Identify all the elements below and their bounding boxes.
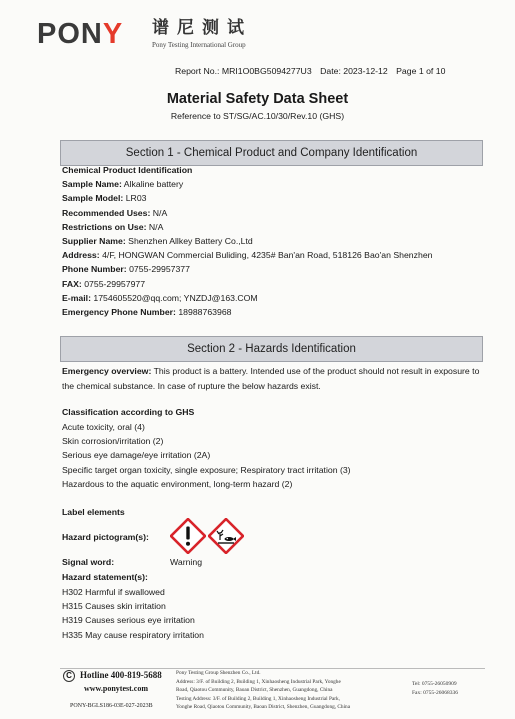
hazard-statements-label: Hazard statement(s): xyxy=(62,572,148,582)
hazard-statement-item: H335 May cause respiratory irritation xyxy=(62,629,204,640)
classification-title: Classification according to GHS xyxy=(62,407,195,417)
footer-fax: Fax: 0755-26068336 xyxy=(412,689,458,696)
emergency-overview xyxy=(62,364,480,393)
info-row xyxy=(62,194,147,203)
logo-accent-letter: Y xyxy=(102,18,124,50)
footer-address-line: Pony Testing Group Shenzhen Co., Ltd. xyxy=(176,670,261,676)
classification-item: Acute toxicity, oral (4) xyxy=(62,422,145,432)
info-row-label: Address: xyxy=(62,250,100,261)
emergency-overview-label: Emergency overview: xyxy=(62,366,152,376)
environment-pictogram-icon xyxy=(208,518,244,554)
info-row xyxy=(62,308,232,317)
hazard-pictograms xyxy=(170,518,244,554)
document-title: Material Safety Data Sheet xyxy=(166,91,349,107)
info-row xyxy=(62,223,163,232)
document-subtitle: Reference to ST/SG/AC.10/30/Rev.10 (GHS) xyxy=(170,111,345,121)
info-row-value: N/A xyxy=(146,221,164,232)
footer-hotline: Hotline 400-819-5688 xyxy=(80,670,162,680)
report-number: Report No.: MRI1O0BG5094277U3 xyxy=(175,66,312,76)
footer-address xyxy=(176,669,401,712)
info-row xyxy=(62,209,167,218)
label-elements-title: Label elements xyxy=(62,507,125,517)
info-row-label: Restrictions on Use: xyxy=(62,221,147,232)
info-row-value: 0755-29957977 xyxy=(81,278,146,289)
company-logo-en: Pony Testing International Group xyxy=(152,41,246,49)
signal-word-label: Signal word: xyxy=(62,557,115,567)
hazard-statement-item: H315 Causes skin irritation xyxy=(62,601,166,612)
emergency-overview-text: This product is a battery. Intended use of the product should not result in exposure to the chemical substance. In case of rupture the below hazards exist. xyxy=(62,366,480,391)
info-row-value: 18988763968 xyxy=(175,307,232,317)
info-row-label: Supplier Name: xyxy=(62,236,126,246)
classification-item: Specific target organ toxicity, single exposure; Respiratory tract irritation (3) xyxy=(62,464,351,475)
footer-tel: Tel: 0755-26050909 xyxy=(412,681,457,687)
info-row-value: 0755-29957377 xyxy=(126,264,190,275)
info-row xyxy=(62,237,253,246)
info-row-value: LR03 xyxy=(123,193,147,204)
footer-doc-code: PONY-BGLS186-03E-027-2023B xyxy=(70,703,153,709)
info-row xyxy=(62,166,192,175)
info-row xyxy=(62,265,190,274)
hazard-statement-item: H319 Causes serious eye irritation xyxy=(62,615,195,626)
section-2-heading: Section 2 - Hazards Identification xyxy=(60,336,483,362)
footer-contact xyxy=(412,680,458,697)
exclamation-mark-pictogram-icon xyxy=(170,518,206,554)
info-row xyxy=(62,180,183,189)
info-row-label: Sample Model: xyxy=(62,193,124,204)
copyright-icon: C xyxy=(63,670,75,682)
classification-item: Serious eye damage/eye irritation (2A) xyxy=(62,450,211,461)
section-1-heading: Section 1 - Chemical Product and Company Identification xyxy=(60,140,483,166)
info-row-value: 1754605520@qq.com; YNZDJ@163.COM xyxy=(90,292,258,303)
classification-item: Skin corrosion/irritation (2) xyxy=(62,436,164,447)
signal-word-value: Warning xyxy=(170,557,203,567)
hazard-statement-item: H302 Harmful if swallowed xyxy=(62,587,165,597)
info-row-value: Alkaline battery xyxy=(121,179,184,190)
info-row-label: Chemical Product Identification xyxy=(62,165,193,175)
company-logo-word: PONY xyxy=(37,18,124,50)
info-row xyxy=(62,294,258,303)
info-row xyxy=(62,251,432,260)
footer-address-line: Road, Qiaotou Community, Baoan District, Shenzhen, Guangdong, China xyxy=(176,687,333,694)
info-row-label: Phone Number: xyxy=(62,264,127,275)
info-row-label: Recommended Uses: xyxy=(62,207,151,218)
info-row xyxy=(62,280,145,289)
info-row-label: Sample Name: xyxy=(62,179,122,190)
info-row-value: 4/F, HONGWAN Commercial Buliding, 4235# Ban'an Road, 518126 Bao'an Shenzhen xyxy=(99,250,433,261)
info-row-value: N/A xyxy=(150,207,168,218)
info-row-value: Shenzhen Allkey Battery Co.,Ltd xyxy=(125,236,253,246)
footer-address-line: Yonghe Road, Qiaotou Community, Baoan District, Shenzhen, Guangdong, China xyxy=(176,704,351,711)
report-info xyxy=(175,66,451,76)
page-number: Page 1 of 10 xyxy=(396,66,446,76)
classification-item: Hazardous to the aquatic environment, long-term hazard (2) xyxy=(62,478,293,489)
company-logo-cn: 谱尼测试 xyxy=(152,18,252,38)
footer-website[interactable]: www.ponytest.com xyxy=(84,684,148,693)
hazard-pictogram-label: Hazard pictogram(s): xyxy=(62,532,149,542)
footer-address-line: Address: 3/F. of Building 2, Building 1, Xinhaosheng Industrial Park, Yonghe xyxy=(176,678,341,685)
info-row-label: FAX: xyxy=(62,278,82,289)
report-date: Date: 2023-12-12 xyxy=(320,66,388,76)
info-row-label: Emergency Phone Number: xyxy=(62,307,176,317)
info-row-label: E-mail: xyxy=(62,292,91,303)
footer-address-line: Testing Address: 3/F. of Building 2, Building 1, Xinhaosheng Industrial Park, xyxy=(176,695,340,702)
